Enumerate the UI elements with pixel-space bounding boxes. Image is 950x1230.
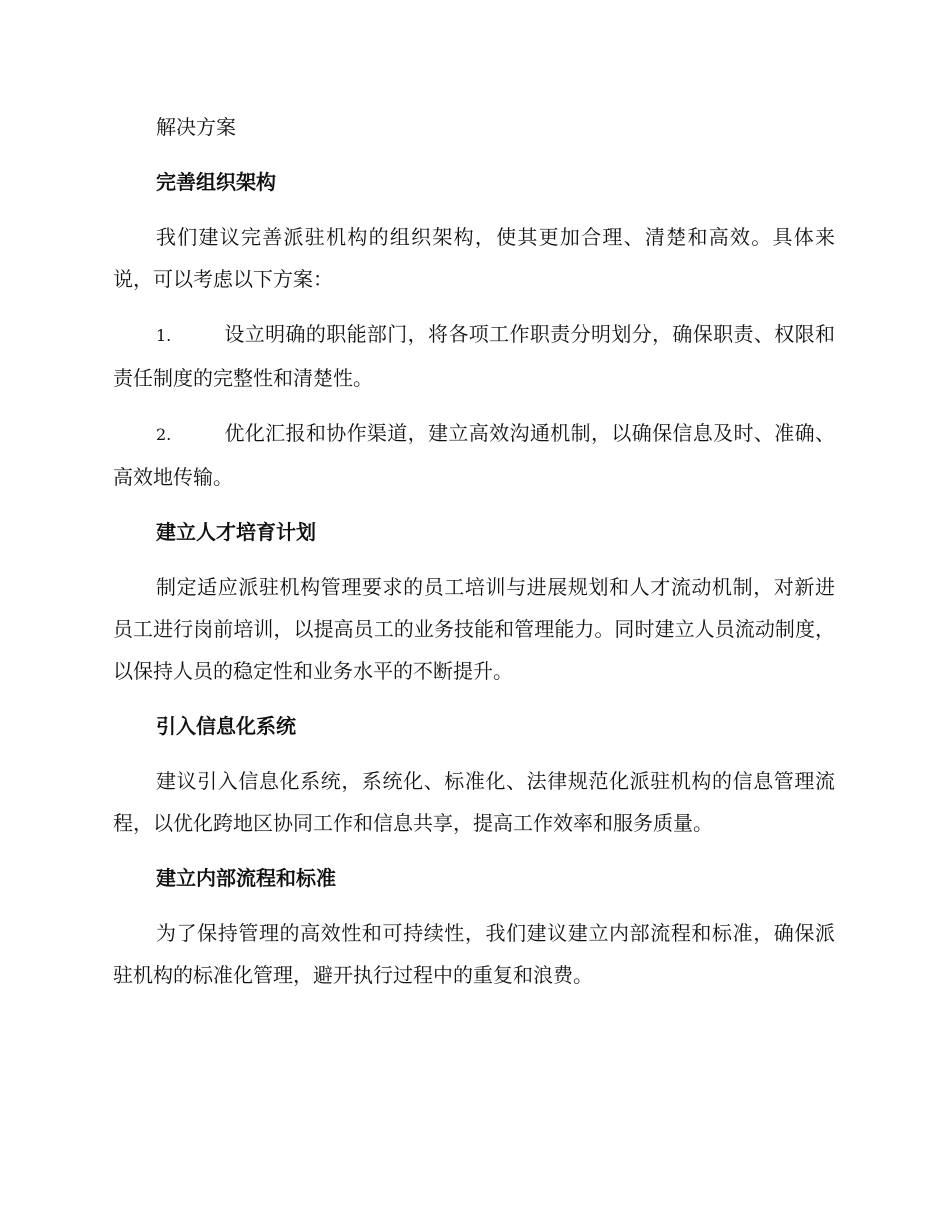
list-number-2: 2.	[156, 425, 172, 444]
list-number-1: 1.	[156, 326, 172, 345]
section-heading-process: 建立内部流程和标准	[156, 866, 336, 890]
list-text-2: 优化汇报和协作渠道，建立高效沟通机制，以确保信息及时、准确、高效地传输。	[113, 421, 835, 489]
section-body-process: 为了保持管理的高效性和可持续性，我们建议建立内部流程和标准，确保派驻机构的标准化管理，避开执行过程中的重复和浪费。	[113, 921, 835, 987]
list-item-1	[113, 313, 835, 399]
section-body-it-system: 建议引入信息化系统，系统化、标准化、法律规范化派驻机构的信息管理流程，以优化跨地区协同工作和信息共享，提高工作效率和服务质量。	[113, 769, 835, 835]
section-heading-talent: 建立人才培育计划	[156, 520, 316, 544]
section-intro-org: 我们建议完善派驻机构的组织架构，使其更加合理、清楚和高效。具体来说，可以考虑以下方案：	[113, 225, 835, 291]
section-body-talent: 制定适应派驻机构管理要求的员工培训与进展规划和人才流动机制，对新进员工进行岗前培训，以提高员工的业务技能和管理能力。同时建立人员流动制度，以保持人员的稳定性和业务水平的不断提升。	[113, 575, 835, 683]
section-heading-it-system: 引入信息化系统	[156, 714, 296, 738]
section-heading-org: 完善组织架构	[156, 170, 276, 194]
list-item-2	[113, 412, 835, 498]
document-content	[113, 106, 835, 1009]
document-title: 解决方案	[156, 115, 236, 139]
list-text-1: 设立明确的职能部门，将各项工作职责分明划分，确保职责、权限和责任制度的完整性和清楚性。	[113, 322, 835, 390]
